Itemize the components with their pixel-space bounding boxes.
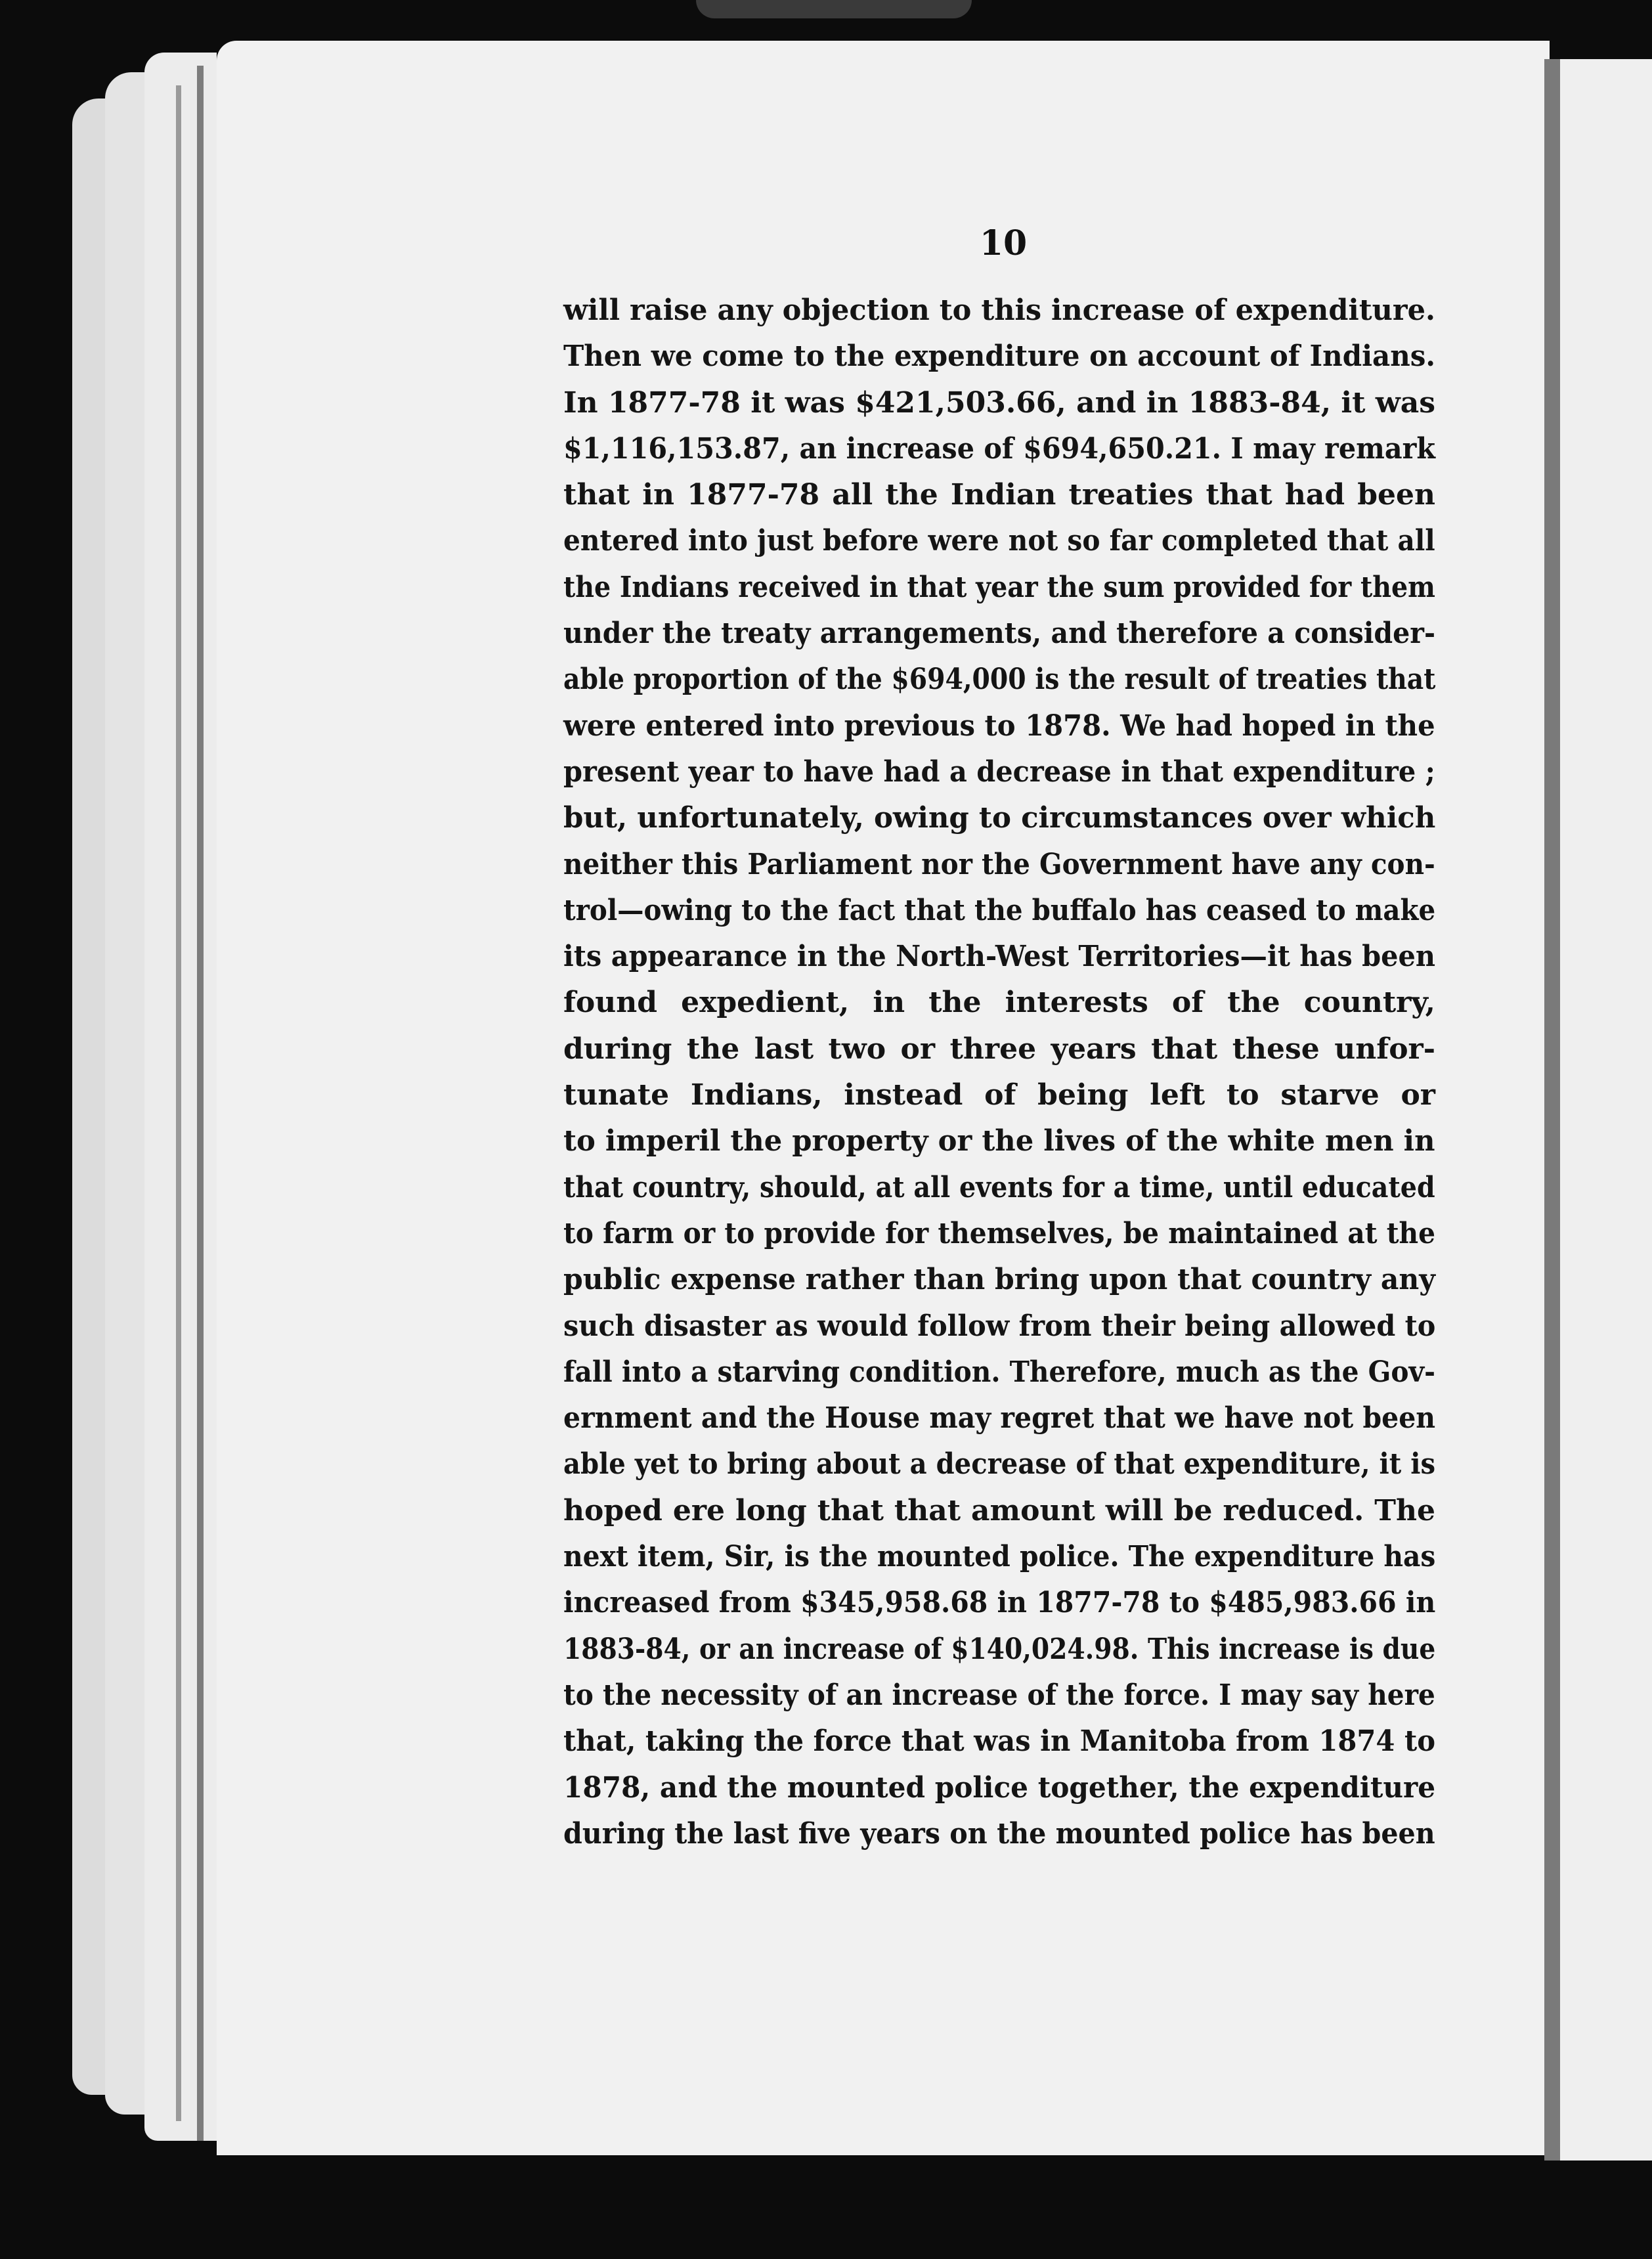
text-line: increased from $345,958.68 in 1877-78 to $485,983.66 in bbox=[563, 1586, 1436, 1620]
text-line: that country, should, at all events for a time, until educated bbox=[563, 1170, 1435, 1204]
text-line: under the treaty arrangements, and therefore a consider- bbox=[563, 617, 1436, 651]
text-line: tunate Indians, instead of being left to starve or bbox=[563, 1078, 1435, 1112]
edge-line bbox=[197, 66, 204, 2141]
text-line: found expedient, in the interests of the country, bbox=[563, 986, 1435, 1020]
text-line: that, taking the force that was in Manitoba from 1874 to bbox=[563, 1724, 1436, 1759]
text-line: 1878, and the mounted police together, the expenditure bbox=[563, 1770, 1436, 1805]
text-line: neither this Parliament nor the Government have any con- bbox=[563, 847, 1435, 881]
text-line: to the necessity of an increase of the force. I may say here bbox=[563, 1678, 1435, 1712]
text-line: $1,116,153.87, an increase of $694,650.21. I may remark bbox=[563, 431, 1436, 466]
text-line: public expense rather than bring upon that country any bbox=[563, 1263, 1435, 1297]
text-line: the Indians received in that year the sum provided for them bbox=[563, 570, 1435, 604]
text-line: In 1877-78 it was $421,503.66, and in 1883-84, it was bbox=[563, 385, 1435, 420]
text-line: trol—owing to the fact that the buffalo has ceased to make bbox=[563, 893, 1436, 927]
facing-page-edge bbox=[1550, 59, 1652, 2160]
text-line: next item, Sir, is the mounted police. The expenditure has bbox=[563, 1540, 1436, 1574]
text-line: but, unfortunately, owing to circumstances over which bbox=[563, 801, 1436, 835]
body-text bbox=[563, 288, 1435, 1857]
text-line: 1883-84, or an increase of $140,024.98. This increase is due bbox=[563, 1632, 1436, 1666]
text-line: entered into just before were not so far completed that all bbox=[563, 524, 1435, 558]
text-line: were entered into previous to 1878. We had hoped in the bbox=[563, 709, 1435, 743]
text-line: fall into a starving condition. Therefore, much as the Gov- bbox=[563, 1355, 1436, 1389]
text-line: able yet to bring about a decrease of that expenditure, it is bbox=[563, 1447, 1436, 1481]
text-line: hoped ere long that that amount will be reduced. The bbox=[563, 1493, 1435, 1527]
scan-smudge bbox=[696, 0, 972, 18]
text-line: present year to have had a decrease in that expenditure ; bbox=[563, 755, 1435, 789]
text-line: that in 1877-78 all the Indian treaties that had been bbox=[563, 478, 1435, 512]
text-line: to farm or to provide for themselves, be maintained at the bbox=[563, 1216, 1436, 1250]
text-line: ernment and the House may regret that we have not been bbox=[563, 1401, 1436, 1436]
gutter-shadow bbox=[1544, 59, 1560, 2160]
text-line: its appearance in the North-West Territories—it has been bbox=[563, 940, 1436, 974]
text-line: to imperil the property or the lives of the white men in bbox=[563, 1124, 1435, 1158]
text-line: during the last two or three years that these unfor- bbox=[563, 1032, 1435, 1066]
text-line: Then we come to the expenditure on account of Indians. bbox=[563, 340, 1436, 374]
text-line: will raise any objection to this increase of expenditure. bbox=[563, 294, 1435, 327]
text-line: able proportion of the $694,000 is the result of treaties that bbox=[563, 663, 1436, 697]
page-number: 10 bbox=[979, 223, 1028, 263]
edge-line bbox=[176, 85, 181, 2121]
text-line: during the last five years on the mounted police has been bbox=[563, 1816, 1435, 1851]
text-line: such disaster as would follow from their being allowed to bbox=[563, 1309, 1436, 1343]
